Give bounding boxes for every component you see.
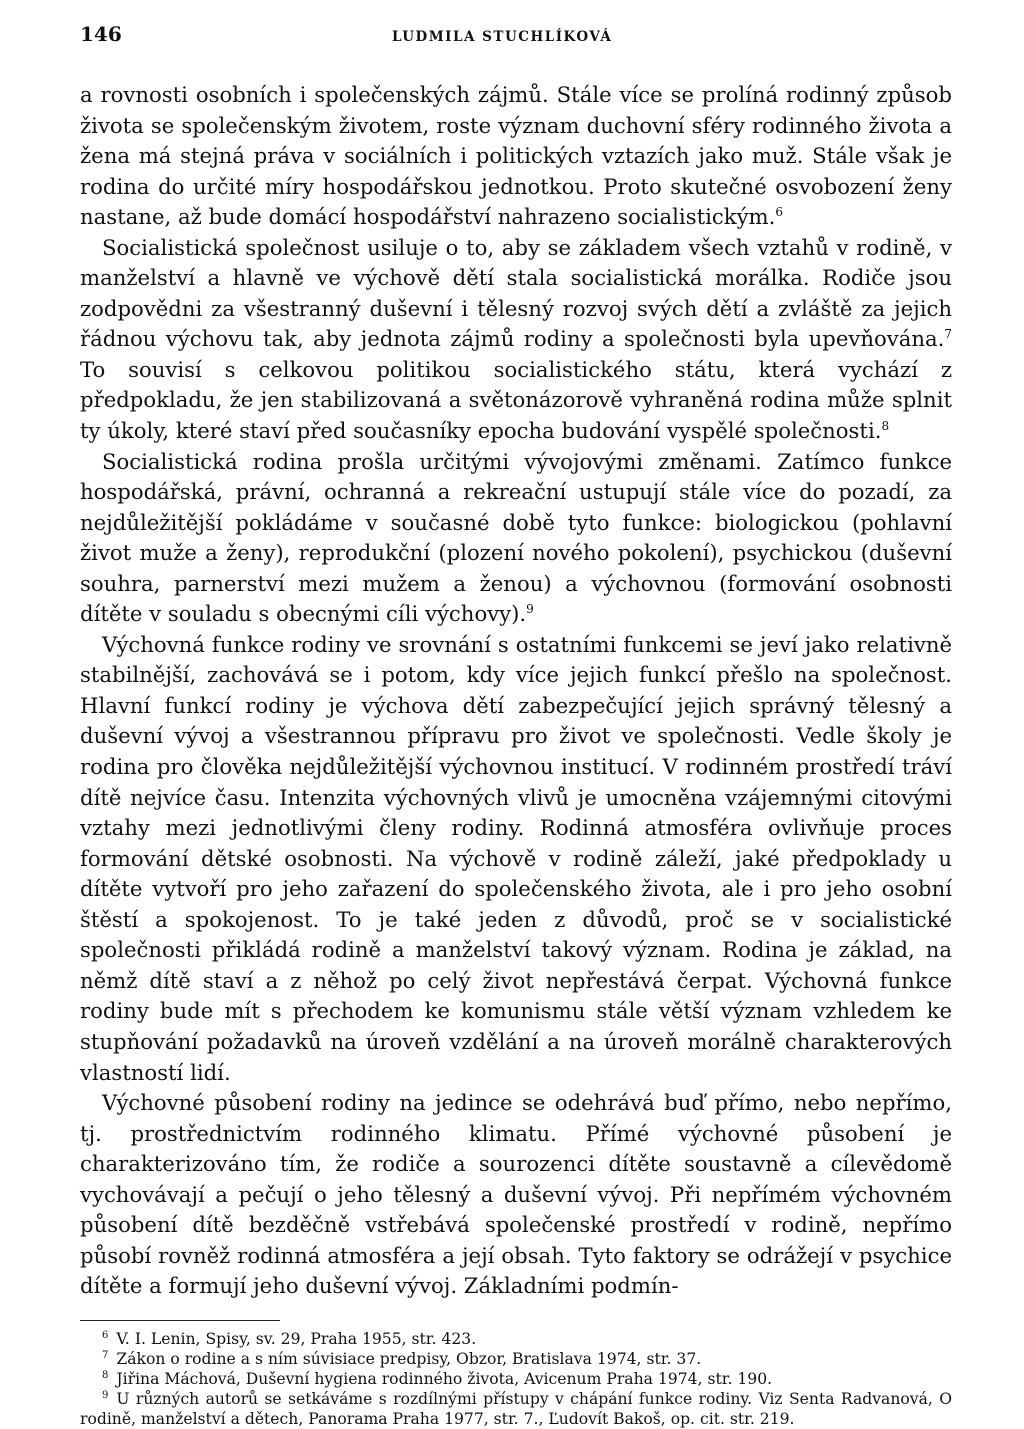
- footnote-text: V. I. Lenin, Spisy, sv. 29, Praha 1955, str. 423.: [116, 1329, 477, 1348]
- footnote-number: 9: [102, 1389, 109, 1401]
- paragraph-5: [80, 1088, 952, 1302]
- paragraph-text: Socialistická společnost usiluje o to, aby se základem všech vztahů v rodině, v manželství a hlavně ve výchově dětí stala socialistická morálka. Rodiče jsou zodpovědni za všestranný duševní i tělesný rozvoj svých dětí a zvláště za jejich řádnou výchovu tak, aby jednota zájmů rodiny a společnosti byla upevňována.: [80, 234, 952, 352]
- page-number: 146: [80, 22, 122, 46]
- page-header: [80, 22, 952, 62]
- paragraph-1: [80, 80, 952, 233]
- footnote-ref: 6: [775, 205, 784, 220]
- book-page: [80, 22, 952, 1429]
- running-title: LUDMILA STUCHLÍKOVÁ: [392, 29, 613, 45]
- paragraph-text: Socialistická rodina prošla určitými vývojovými změnami. Zatímco funkce hospodářská, právní, ochranná a rekreační ustupují stále více do pozadí, za nejdůležitější pokládáme v současné době tyto funkce: biologickou (pohlavní život muže a ženy), reprodukční (plození nového pokolení), psychickou (duševní souhra, parnerství mezi mužem a ženou) a výchovnou (formování osobnosti dítěte v souladu s obecnými cíli výchovy).: [80, 448, 952, 627]
- paragraph-3: [80, 447, 952, 630]
- footnote-6: [80, 1329, 952, 1349]
- footnote-number: 6: [102, 1329, 109, 1341]
- body-text: [80, 80, 952, 1302]
- footnote-ref: 8: [881, 418, 890, 433]
- footnote-text: Zákon o rodine a s ním súvisiace predpisy, Obzor, Bratislava 1974, str. 37.: [116, 1349, 702, 1368]
- footnote-8: [80, 1369, 952, 1389]
- footnote-number: 7: [102, 1349, 109, 1361]
- paragraph-text: a rovnosti osobních i společenských zájmů. Stále více se prolíná rodinný způsob života se společenským životem, roste význam duchovní sféry rodinného života a žena má stejná práva v sociálních i politických vztazích jako muž. Stále však je rodina do určité míry hospodářskou jednotkou. Proto skutečné osvobození ženy nastane, až bude domácí hospodářství nahrazeno socialistickým.: [80, 82, 952, 230]
- paragraph-4: [80, 630, 952, 1088]
- footnote-divider: [80, 1320, 280, 1321]
- paragraph-text: To souvisí s celkovou politikou socialistického státu, která vychází z předpokladu, že jen stabilizovaná a světonázorově vyhraněná rodina může splnit ty úkoly, které staví před současníky epocha budování vyspělé společnosti.: [80, 356, 952, 444]
- paragraph-text: Výchovná funkce rodiny ve srovnání s ostatními funkcemi se jeví jako relativně stabilnější, zachovává se i potom, kdy více jejich funkcí přešlo na společnost. Hlavní funkcí rodiny je výchova dětí zabezpečující jejich správný tělesný a duševní vývoj a všestrannou přípravu pro život ve společnosti. Vedle školy je rodina pro člověka nejdůležitější výchovnou institucí. V rodinném prostředí tráví dítě nejvíce času. Intenzita výchovných vlivů je umocněna vzájemnými citovými vztahy mezi jednotlivými členy rodiny. Rodinná atmosféra ovlivňuje proces formování dětské osobnosti. Na výchově v rodině záleží, jaké předpoklady u dítěte vytvoří pro jeho zařazení do společenského života, ale i pro jeho osobní štěstí a spokojenost. To je také jeden z důvodů, proč se v socialistické společnosti přikládá rodině a manželství takový význam. Rodina je základ, na němž dítě staví a z něhož po celý život nepřestává čerpat. Výchovná funkce rodiny bude mít s přechodem ke komunismu stále větší význam vzhledem ke stupňování požadavků na úroveň vzdělání a na úroveň morálně charakterových vlastností lidí.: [80, 631, 952, 1085]
- footnote-number: 8: [102, 1369, 109, 1381]
- footnote-ref: 9: [526, 602, 534, 617]
- footnote-7: [80, 1349, 952, 1369]
- footnote-text: Jiřina Máchová, Duševní hygiena rodinného života, Avicenum Praha 1974, str. 190.: [116, 1369, 773, 1388]
- paragraph-2: [80, 233, 952, 447]
- footnote-ref: 7: [944, 327, 952, 342]
- paragraph-text: Výchovné působení rodiny na jedince se odehrává buď přímo, nebo nepřímo, tj. prostřednictvím rodinného klimatu. Přímé výchovné působení je charakterizováno tím, že rodiče a sourozenci dítěte soustavně a cílevědomě vychovávají a pečují o jeho tělesný a duševní vývoj. Při nepřímém výchovném působení dítě bezděčně vstřebává společenské prostředí v rodině, nepřímo působí rovněž rodinná atmosféra a její obsah. Tyto faktory se odrážejí v psychice dítěte a formují jeho duševní vývoj. Základními podmín-: [80, 1090, 952, 1299]
- footnotes: [80, 1329, 952, 1429]
- footnote-9: [80, 1389, 952, 1429]
- footnote-text: U různých autorů se setkáváme s rozdílnými přístupy v chápání funkce rodiny. Viz Senta Radvanová, O rodině, manželství a dětech, Panorama Praha 1977, str. 7., Ľudovít Bakoš, op. cit. str. 219.: [80, 1389, 952, 1428]
